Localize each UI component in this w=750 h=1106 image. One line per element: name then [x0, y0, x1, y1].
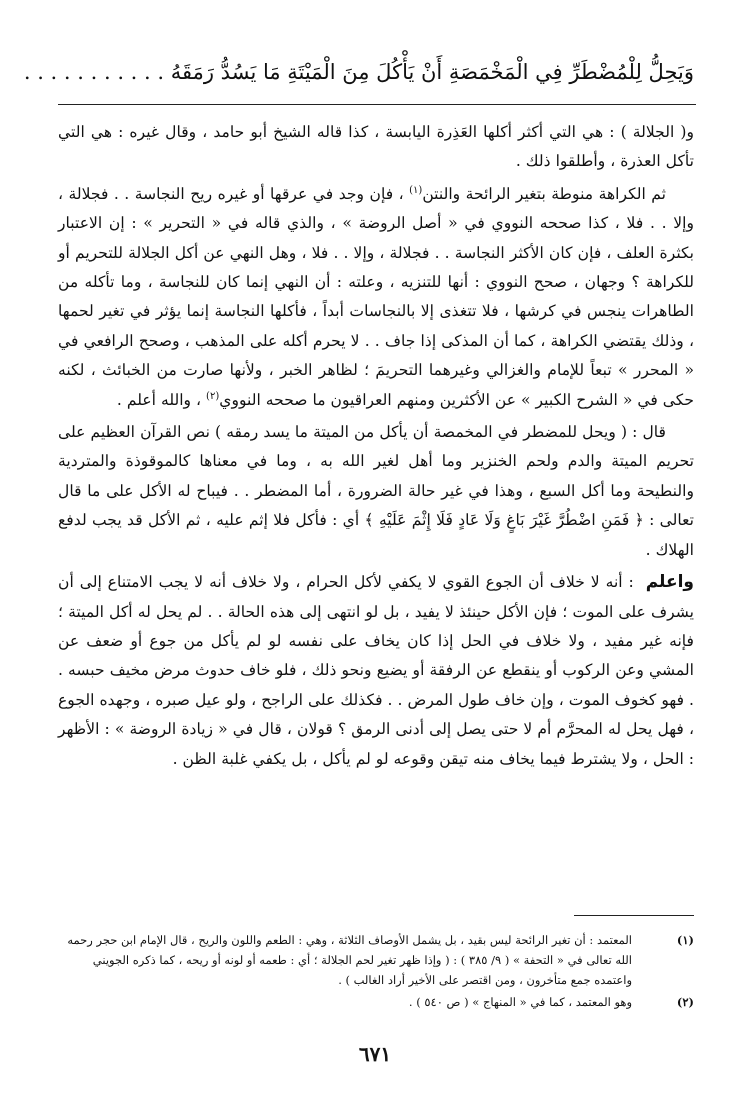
running-header	[23, 52, 694, 92]
paragraph-jallala-ruling	[58, 180, 694, 415]
header-title: وَيَحِلُّ لِلْمُضْطَرِّ فِي الْمَخْمَصَةِ أَنْ يَأْكُلَ مِنَ الْمَيْتَةِ مَا يَسُدُّ رَمَقَهُ	[170, 60, 694, 84]
body-text	[58, 118, 694, 777]
header-rule	[58, 104, 696, 105]
page-number: ٦٧١	[358, 1042, 392, 1066]
footnote-ref-1: (١)	[409, 184, 423, 196]
footnote-number: (١)	[676, 933, 694, 947]
header-dots: . . . . . . . . . . .	[23, 60, 165, 84]
footnote-number: (٢)	[676, 995, 694, 1009]
paragraph-jallala-definition: و( الجلالة ) : هي التي أكثر أكلها العَذِرة اليابسة ، كذا قاله الشيخ أبو حامد ، وقال غيره : هي التي تأكل العذرة ، وأطلقوا ذلك .	[58, 123, 694, 171]
lead-word: واعلم	[645, 572, 694, 593]
footnote-text: المعتمد : أن تغير الرائحة ليس بقيد ، بل يشمل الأوصاف الثلاثة ، وهي : الطعم واللون والريح ، قال الإمام ابن حجر رحمه الله تعالى في « التحفة » ( ٩/ ٣٨٥ ) : ( وإذا ظهر تغير لحم الجلالة ؛ أي : طعمه أو لونه أو ريحه ، كما ذكره الجويني واعتمده جمع متأخرون ، ومن اقتصر على الأخير أراد الغالب ) .	[67, 933, 632, 987]
paragraph-text: ثم الكراهة منوطة بتغير الرائحة والنتن	[422, 184, 666, 203]
paragraph-waalam	[58, 568, 694, 774]
paragraph-text: ، فإن وجد في عرقها أو غيره ريح النجاسة . . فجلالة ، وإلا . . فلا ، كذا صححه النووي في « أصل الروضة » ، والذي قاله في « التحرير » : إن الاعتبار بكثرة العلف ، فإن كان الأكثر النجاسة . . فجلالة ، وإلا . . فلا ، وهل النهي عن أكل الجلالة للتحريم أو للكراهة ؟ وجهان ، صحح النووي : أنها للتنزيه ، وعلته : أن النهي إنما كان للنجاسة ، وما تأكله من الطاهرات ينجس في كرشها ، فلا تتغذى إلا بالنجاسات أبداً ، فأكلها النجاسة إنما يؤثر في تغير لحمها ، وذلك يقتضي الكراهة ، كما أن المذكى إذا جاف . . لا يحرم أكله على المذهب ، وصحح الرافعي في « المحرر » تبعاً للإمام والغزالي وغيرهما التحريمَ ؛ لظاهر الخبر ، ولأنها صارت من الخبائث ، لكنه حكى في « الشرح الكبير » عن الأكثرين ومنهم العراقيون ما صححه النووي	[58, 184, 694, 409]
footnote-1	[58, 930, 694, 990]
paragraph-text: : أنه لا خلاف أن الجوع القوي لا يكفي لأكل الحرام ، ولا خلاف أنه لا يجب الامتناع إلى أن يشرف على الموت ؛ فإن الأكل حينئذ لا يفيد ، بل لو انتهى إلى هذه الحالة . . لم يحل له أكل الميتة ؛ فإنه غير مفيد ، ولا خلاف في الحل إذا كان يخاف على نفسه لو لم يأكل من جوع أو ضعف عن المشي وعن الركوب أو ينقطع عن الرفقة أو يضيع ونحو ذلك ، فلو خاف حدوث مرض مخيف حبسه . . فهو كخوف الموت ، وإن خاف طول المرض . . فكذلك على الراجح ، ولو عيل صبره ، وجهده الجوع ، فهل يحل له المحرَّم أم لا حتى يصل إلى أدنى الرمق ؟ قولان ، قال في « زيادة الروضة » : الأظهر : الحل ، ولا يشترط فيما يخاف منه تيقن وقوعه لو لم يأكل ، بل يكفي غلبة الظن .	[58, 573, 694, 768]
footnote-text: وهو المعتمد ، كما في « المنهاج » ( ص ٥٤٠ ) .	[408, 995, 632, 1009]
paragraph-mudtarr-text: قال : ( ويحل للمضطر في المخمصة أن يأكل من الميتة ما يسد رمقه ) نص القرآن العظيم على تحريم الميتة والدم ولحم الخنزير وما أهل لغير الله به ، وما في معناها كالموقوذة والمتردية والنطيحة وما أكل السبع ، وهذا في غير حالة الضرورة ، أما المضطر . . فيباح له الأكل على ما قال تعالى : ﴿ فَمَنِ اضْطُرَّ غَيْرَ بَاغٍ وَلَا عَادٍ فَلَا إِثْمَ عَلَيْهِ ﴾ أي : فأكل فلا إثم عليه ، ثم الأكل قد يجب لدفع الهلاك .	[58, 423, 694, 559]
footnote-rule	[574, 915, 694, 916]
footnote-2	[58, 992, 694, 1012]
footnotes	[58, 930, 694, 1014]
paragraph-text: ، والله أعلم .	[116, 390, 207, 409]
footnote-ref-2: (٢)	[206, 390, 220, 402]
